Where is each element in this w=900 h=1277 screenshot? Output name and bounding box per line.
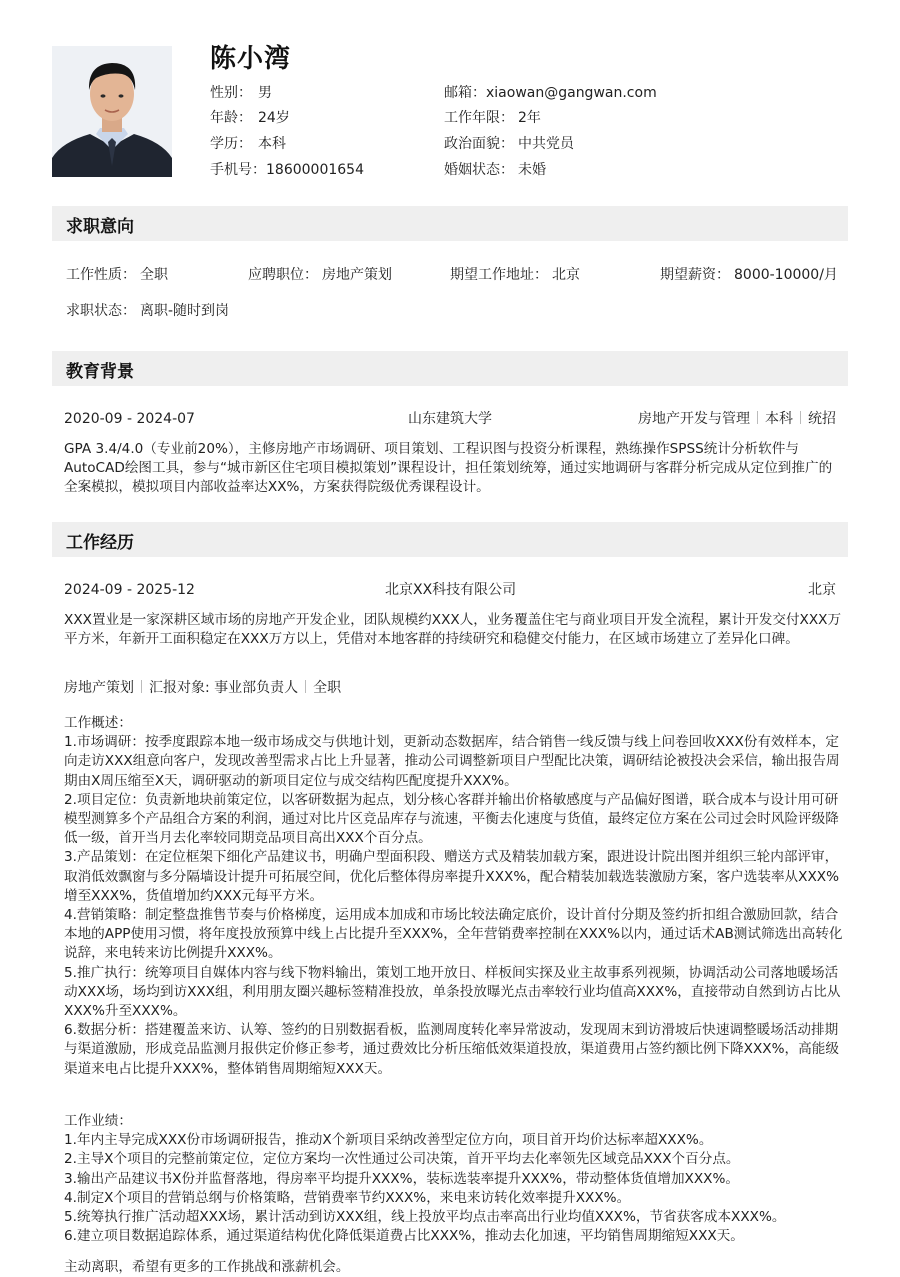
job-status-value: 离职-随时到岗 bbox=[140, 303, 230, 319]
politics-value: 中共党员 bbox=[518, 136, 574, 152]
divider bbox=[305, 680, 306, 693]
age-label: 年龄： bbox=[210, 110, 252, 126]
job-location-label: 期望工作地址： bbox=[450, 267, 548, 283]
work-report: 汇报对象: 事业部负责人 bbox=[149, 680, 299, 696]
section-education bbox=[52, 351, 848, 386]
achievement-item: 2.主导X个项目的完整前策定位，定位方案均一次性通过公司决策，首开平均去化率领先区域竞品XXX个百分点。 bbox=[64, 1151, 740, 1168]
job-status-label: 求职状态： bbox=[66, 303, 136, 319]
person-photo-icon bbox=[52, 46, 172, 177]
education-major: 房地产开发与管理 bbox=[638, 411, 750, 427]
age-value: 24岁 bbox=[258, 110, 290, 126]
achievement-item: 3.输出产品建议书X份并监督落地，得房率平均提升XXX%，装标选装率提升XXX%，带动整体货值增加XXX%。 bbox=[64, 1170, 739, 1187]
avatar bbox=[52, 46, 172, 177]
job-location bbox=[450, 265, 580, 285]
job-salary-value: 8000-10000/月 bbox=[734, 267, 838, 283]
job-position-label: 应聘职位： bbox=[248, 267, 318, 283]
leave-reason: 主动离职，希望有更多的工作挑战和涨薪机会。 bbox=[64, 1259, 350, 1275]
politics-row bbox=[444, 134, 574, 154]
achievement-item: 5.统筹执行推广活动超XXX场，累计活动到访XXX组，线上投放平均点击率高出行业均值XXX%，节省获客成本XXX%。 bbox=[64, 1209, 786, 1226]
section-title-education: 教育背景 bbox=[66, 362, 134, 382]
age-row bbox=[210, 108, 290, 128]
divider bbox=[800, 411, 801, 424]
achievement-item: 6.建立项目数据追踪体系，通过渠道结构优化降低渠道费占比XXX%，推动去化加速，平均销售周期缩短XXX天。 bbox=[64, 1228, 744, 1245]
job-type bbox=[66, 265, 168, 285]
job-position-value: 房地产策划 bbox=[322, 267, 392, 283]
work-years-label: 工作年限： bbox=[444, 110, 514, 126]
work-overview-title: 工作概述： bbox=[64, 715, 132, 731]
overview-item: 2.项目定位：负责新地块前策定位，以客研数据为起点，划分核心客群并输出价格敏感度与产品偏好图谱，联合成本与设计用可研模型测算多个产品组合方案的利润，通过对比片区竞品库存与流速，平衡去化速度与货值，最终定位方案在公司过会时风险评级降低一级，首开当月去化率较同期竞品项目高出XXX个百分点。 bbox=[64, 791, 839, 847]
job-salary bbox=[660, 265, 838, 285]
work-achievements-title: 工作业绩： bbox=[64, 1113, 132, 1129]
work-achievements bbox=[64, 1112, 844, 1246]
job-type-value: 全职 bbox=[140, 267, 168, 283]
work-job-type: 全职 bbox=[313, 680, 342, 696]
education-level-row bbox=[210, 134, 286, 154]
phone-value: 18600001654 bbox=[266, 162, 364, 178]
politics-label: 政治面貌： bbox=[444, 136, 514, 152]
marital-label: 婚姻状态： bbox=[444, 162, 514, 178]
education-period: 2020-09 - 2024-07 bbox=[64, 411, 195, 427]
overview-item: 4.营销策略：制定整盘推售节奏与价格梯度，运用成本加成和市场比较法确定底价，设计首付分期及签约折扣组合激励回款，结合本地的APP使用习惯，将年度投放预算中线上占比提升至XXX%，全年营销费率控制在XXX%以内，通过话术AB测试筛选出高转化说辞，来电转来访比例提升XXX%。 bbox=[64, 907, 843, 962]
overview-item: 1.市场调研：按季度跟踪本地一级市场成交与供地计划，更新动态数据库，结合销售一线反馈与线上问卷回收XXX份有效样本，定向走访XXX组意向客户，发现改善型需求占比上升显著，推动公司调整新项目户型配比决策，调研结论被投决会采信，输出报告周期由X周压缩至X天，调研驱动的新项目定位与成交结构匹配度提升XXX%。 bbox=[64, 734, 840, 789]
section-title-job-intent: 求职意向 bbox=[66, 217, 134, 237]
work-years-row bbox=[444, 108, 541, 128]
work-role: 房地产策划 bbox=[64, 680, 134, 696]
work-city: 北京 bbox=[808, 582, 836, 598]
education-level-value: 本科 bbox=[258, 136, 286, 152]
section-title-work: 工作经历 bbox=[66, 533, 134, 553]
overview-item: 5.推广执行：统筹项目自媒体内容与线下物料输出，策划工地开放日、样板间实探及业主故事系列视频，协调活动公司落地暖场活动XXX场，场均到访XXX组，利用朋友圈兴趣标签精准投放，单条投放曝光点击率较行业均值高XXX%，直接带动自然到访占比从XXX%升至XXX%。 bbox=[64, 964, 841, 1020]
phone-label: 手机号： bbox=[210, 162, 266, 178]
divider bbox=[757, 411, 758, 424]
job-type-label: 工作性质： bbox=[66, 267, 136, 283]
education-mode: 统招 bbox=[808, 411, 836, 427]
work-years-value: 2年 bbox=[518, 110, 541, 126]
work-period: 2024-09 - 2025-12 bbox=[64, 582, 195, 598]
gender-row bbox=[210, 83, 272, 103]
company-description: XXX置业是一家深耕区域市场的房地产开发企业，团队规模约XXX人，业务覆盖住宅与商业项目开发全流程，累计开发交付XXX万平方米，年新开工面积稳定在XXX万方以上，凭借对本地客群的持续研究和稳健交付能力，在区域市场建立了差异化口碑。 bbox=[64, 612, 842, 648]
gender-value: 男 bbox=[258, 85, 272, 101]
marital-row bbox=[444, 160, 546, 180]
work-company: 北京XX科技有限公司 bbox=[385, 582, 517, 598]
divider bbox=[141, 680, 142, 693]
overview-item: 6.数据分析：搭建覆盖来访、认筹、签约的日别数据看板，监测周度转化率异常波动，发现周末到访滑坡后快速调整暖场活动排期与渠道激励，形成竞品监测月报供定价修正参考，通过费效比分析压缩低效渠道投放，渠道费用占签约额比例下降XXX%，高能级渠道来电占比提升XXX%，整体销售周期缩短XXX天。 bbox=[64, 1022, 839, 1077]
education-degree: 本科 bbox=[765, 411, 793, 427]
job-status bbox=[66, 301, 229, 321]
education-description: GPA 3.4/4.0（专业前20%），主修房地产市场调研、项目策划、工程识图与投资分析课程，熟练操作SPSS统计分析软件与AutoCAD绘图工具，参与“城市新区住宅项目模拟策划”课程设计，担任策划统筹，通过实地调研与客群分析完成从定位到推广的全案模拟，模拟项目内部收益率达XX%，方案获得院级优秀课程设计。 bbox=[64, 441, 833, 496]
candidate-name: 陈小湾 bbox=[210, 44, 292, 74]
phone-row bbox=[210, 160, 364, 180]
job-location-value: 北京 bbox=[552, 267, 580, 283]
work-overview bbox=[64, 714, 844, 1079]
email-row bbox=[444, 83, 657, 103]
achievement-item: 1.年内主导完成XXX份市场调研报告，推动X个新项目采纳改善型定位方向，项目首开均价达标率超XXX%。 bbox=[64, 1132, 713, 1149]
gender-label: 性别： bbox=[210, 85, 252, 101]
achievement-item: 4.制定X个项目的营销总纲与价格策略，营销费率节约XXX%，来电来访转化效率提升XXX%。 bbox=[64, 1189, 631, 1206]
education-school: 山东建筑大学 bbox=[408, 411, 492, 427]
job-salary-label: 期望薪资： bbox=[660, 267, 730, 283]
education-level-label: 学历： bbox=[210, 136, 252, 152]
email-label: 邮箱： bbox=[444, 85, 486, 101]
overview-item: 3.产品策划：在定位框架下细化产品建议书，明确户型面积段、赠送方式及精装加载方案，跟进设计院出图并组织三轮内部评审，取消低效飘窗与多分隔墙设计提升可拓展空间，优化后整体得房率提升XXX%，配合精装加载选装激励方案，客户选装率从XXX%增至XXX%，货值增加约XXX元每平方米。 bbox=[64, 849, 839, 904]
job-position bbox=[248, 265, 392, 285]
section-work bbox=[52, 522, 848, 557]
section-job-intent bbox=[52, 206, 848, 241]
marital-value: 未婚 bbox=[518, 162, 546, 178]
work-role-meta bbox=[64, 678, 341, 698]
email-value: xiaowan@gangwan.com bbox=[486, 85, 657, 101]
education-meta bbox=[638, 409, 836, 429]
